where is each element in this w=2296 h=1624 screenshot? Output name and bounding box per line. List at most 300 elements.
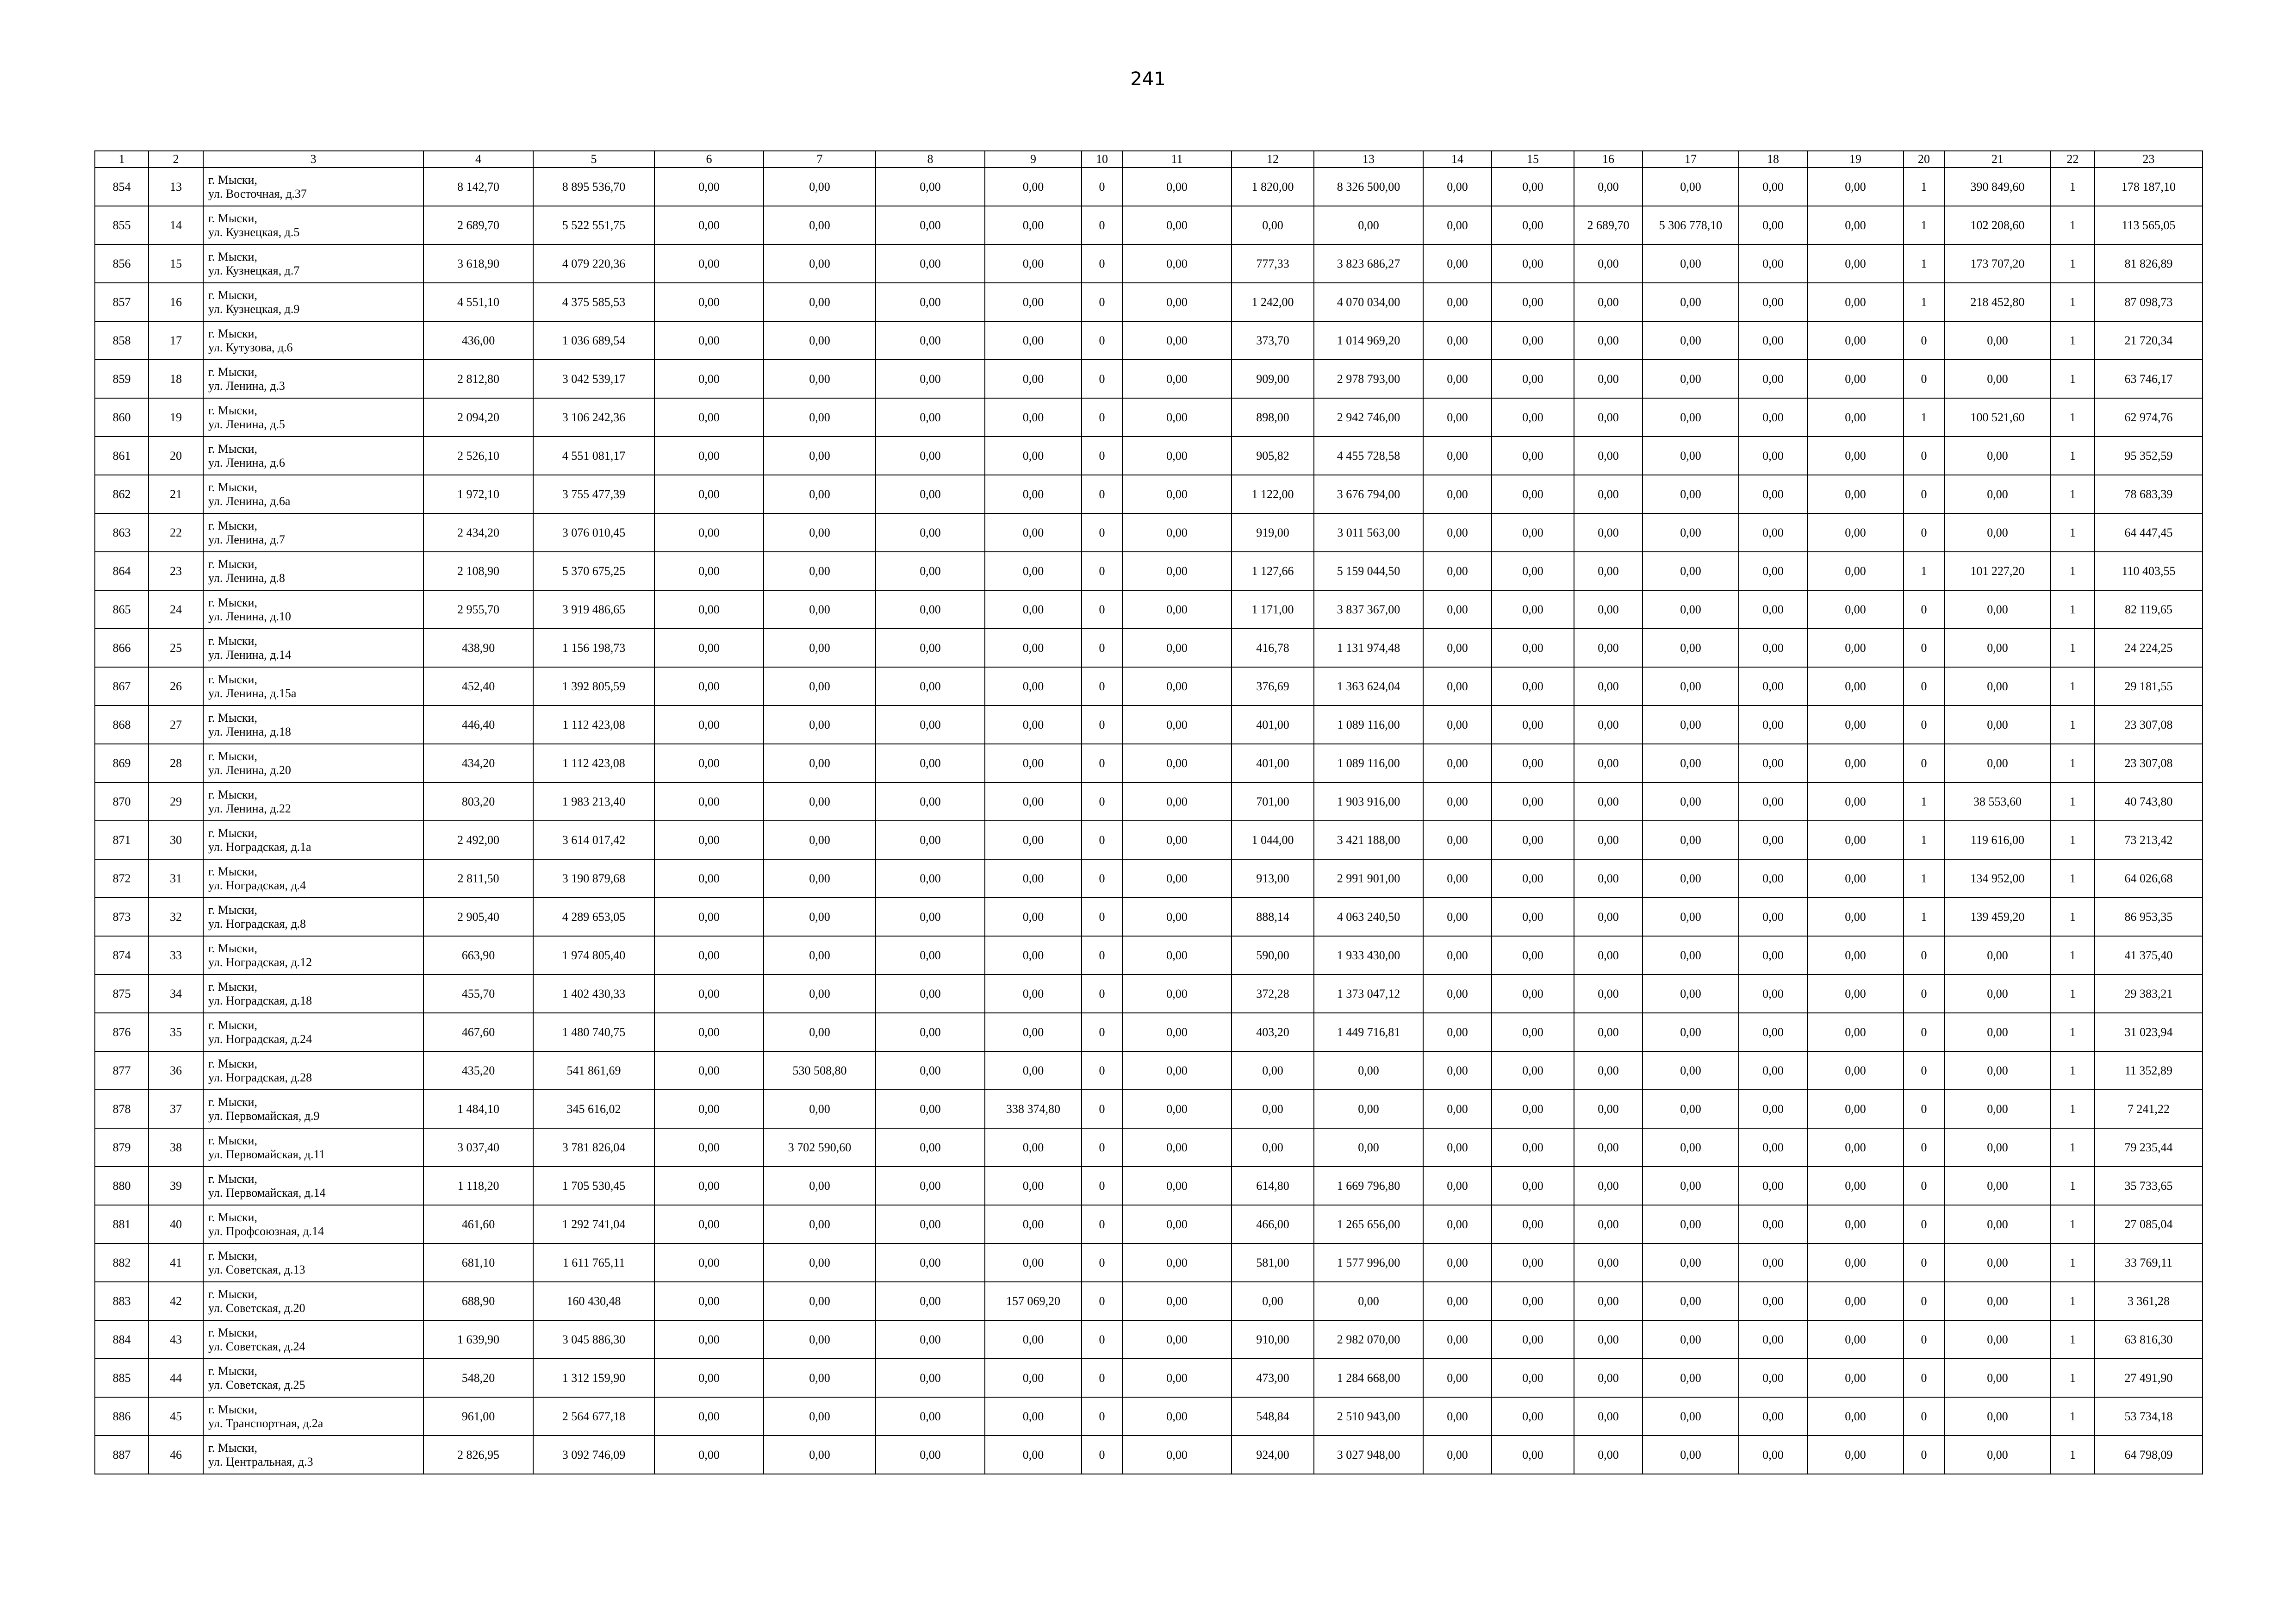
cell-col-1: 856	[95, 244, 149, 283]
address-city: г. Мыски,	[208, 787, 257, 801]
address-street: ул. Ленина, д.8	[208, 571, 285, 585]
cell-col-6: 0,00	[654, 590, 764, 629]
address-street: ул. Ленина, д.6а	[208, 494, 291, 508]
cell-col-11: 0,00	[1122, 590, 1232, 629]
cell-col-19: 0,00	[1807, 168, 1904, 206]
cell-col-16: 0,00	[1574, 1205, 1643, 1243]
address-street: ул. Восточная, д.37	[208, 187, 307, 200]
cell-col-16: 0,00	[1574, 1359, 1643, 1397]
cell-col-10: 0	[1082, 1051, 1122, 1090]
cell-col-17: 0,00	[1643, 590, 1739, 629]
cell-col-1: 880	[95, 1167, 149, 1205]
cell-col-11: 0,00	[1122, 1013, 1232, 1051]
cell-col-12: 0,00	[1232, 1090, 1314, 1128]
cell-col-18: 0,00	[1739, 321, 1807, 360]
cell-col-2: 46	[149, 1436, 203, 1474]
cell-col-16: 0,00	[1574, 244, 1643, 283]
cell-col-12: 701,00	[1232, 782, 1314, 821]
cell-col-20: 0	[1904, 475, 1944, 513]
cell-col-22: 1	[2051, 168, 2095, 206]
cell-col-21: 0,00	[1944, 667, 2051, 706]
cell-col-22: 1	[2051, 244, 2095, 283]
cell-col-1: 882	[95, 1243, 149, 1282]
cell-col-10: 0	[1082, 283, 1122, 321]
cell-col-22: 1	[2051, 898, 2095, 936]
cell-col-19: 0,00	[1807, 1282, 1904, 1320]
column-header: 9	[985, 151, 1082, 168]
cell-col-23: 86 953,35	[2095, 898, 2203, 936]
address-street: ул. Ленина, д.6	[208, 456, 285, 469]
cell-col-20: 0	[1904, 1243, 1944, 1282]
table-row	[95, 168, 2203, 206]
cell-col-15: 0,00	[1492, 1397, 1574, 1436]
cell-col-7: 0,00	[764, 206, 876, 244]
cell-col-19: 0,00	[1807, 1205, 1904, 1243]
column-header: 18	[1739, 151, 1807, 168]
cell-col-18: 0,00	[1739, 936, 1807, 974]
data-table	[94, 150, 2203, 1474]
cell-col-14: 0,00	[1423, 1243, 1492, 1282]
cell-col-23: 27 491,90	[2095, 1359, 2203, 1397]
address-cell	[203, 1436, 423, 1474]
cell-col-18: 0,00	[1739, 1243, 1807, 1282]
cell-col-1: 881	[95, 1205, 149, 1243]
cell-col-21: 390 849,60	[1944, 168, 2051, 206]
cell-col-1: 875	[95, 974, 149, 1013]
cell-col-12: 548,84	[1232, 1397, 1314, 1436]
cell-col-17: 0,00	[1643, 744, 1739, 782]
cell-col-22: 1	[2051, 974, 2095, 1013]
column-header: 20	[1904, 151, 1944, 168]
cell-col-9: 0,00	[985, 667, 1082, 706]
column-header: 11	[1122, 151, 1232, 168]
cell-col-11: 0,00	[1122, 321, 1232, 360]
cell-col-6: 0,00	[654, 321, 764, 360]
cell-col-7: 3 702 590,60	[764, 1128, 876, 1167]
cell-col-20: 0	[1904, 1128, 1944, 1167]
table-row	[95, 283, 2203, 321]
cell-col-2: 16	[149, 283, 203, 321]
cell-col-23: 31 023,94	[2095, 1013, 2203, 1051]
cell-col-2: 40	[149, 1205, 203, 1243]
cell-col-19: 0,00	[1807, 1359, 1904, 1397]
cell-col-19: 0,00	[1807, 1320, 1904, 1359]
cell-col-12: 0,00	[1232, 1051, 1314, 1090]
cell-col-1: 858	[95, 321, 149, 360]
cell-col-14: 0,00	[1423, 1167, 1492, 1205]
cell-col-9: 0,00	[985, 1397, 1082, 1436]
cell-col-7: 0,00	[764, 1013, 876, 1051]
cell-col-20: 0	[1904, 1436, 1944, 1474]
cell-col-17: 0,00	[1643, 1436, 1739, 1474]
cell-col-2: 27	[149, 706, 203, 744]
address-street: ул. Центральная, д.3	[208, 1455, 313, 1468]
cell-col-8: 0,00	[876, 283, 985, 321]
cell-col-21: 218 452,80	[1944, 283, 2051, 321]
table-row	[95, 1320, 2203, 1359]
cell-col-22: 1	[2051, 475, 2095, 513]
cell-col-14: 0,00	[1423, 744, 1492, 782]
cell-col-21: 0,00	[1944, 1282, 2051, 1320]
address-street: ул. Первомайская, д.9	[208, 1109, 320, 1123]
table-row	[95, 1359, 2203, 1397]
cell-col-5: 4 551 081,17	[533, 437, 654, 475]
cell-col-9: 0,00	[985, 974, 1082, 1013]
cell-col-8: 0,00	[876, 360, 985, 398]
cell-col-22: 1	[2051, 782, 2095, 821]
cell-col-7: 0,00	[764, 1243, 876, 1282]
address-street: ул. Ленина, д.20	[208, 763, 291, 777]
cell-col-11: 0,00	[1122, 475, 1232, 513]
cell-col-2: 30	[149, 821, 203, 859]
address-city: г. Мыски,	[208, 711, 257, 725]
address-cell	[203, 898, 423, 936]
cell-col-2: 17	[149, 321, 203, 360]
cell-col-17: 0,00	[1643, 706, 1739, 744]
cell-col-19: 0,00	[1807, 1090, 1904, 1128]
cell-col-20: 0	[1904, 1205, 1944, 1243]
cell-col-19: 0,00	[1807, 667, 1904, 706]
cell-col-13: 3 676 794,00	[1314, 475, 1423, 513]
address-street: ул. Кузнецкая, д.5	[208, 225, 300, 239]
address-cell	[203, 206, 423, 244]
address-city: г. Мыски,	[208, 903, 257, 917]
cell-col-22: 1	[2051, 206, 2095, 244]
cell-col-10: 0	[1082, 1320, 1122, 1359]
cell-col-11: 0,00	[1122, 1320, 1232, 1359]
cell-col-1: 874	[95, 936, 149, 974]
cell-col-14: 0,00	[1423, 974, 1492, 1013]
cell-col-12: 372,28	[1232, 974, 1314, 1013]
cell-col-7: 0,00	[764, 1320, 876, 1359]
cell-col-22: 1	[2051, 1436, 2095, 1474]
cell-col-7: 0,00	[764, 821, 876, 859]
cell-col-12: 1 044,00	[1232, 821, 1314, 859]
address-cell	[203, 590, 423, 629]
cell-col-21: 0,00	[1944, 1397, 2051, 1436]
cell-col-2: 22	[149, 513, 203, 552]
table-row	[95, 1051, 2203, 1090]
table-row	[95, 437, 2203, 475]
cell-col-12: 0,00	[1232, 1128, 1314, 1167]
cell-col-14: 0,00	[1423, 782, 1492, 821]
cell-col-13: 3 823 686,27	[1314, 244, 1423, 283]
cell-col-8: 0,00	[876, 1436, 985, 1474]
cell-col-15: 0,00	[1492, 1243, 1574, 1282]
cell-col-19: 0,00	[1807, 398, 1904, 437]
cell-col-15: 0,00	[1492, 629, 1574, 667]
cell-col-6: 0,00	[654, 360, 764, 398]
cell-col-21: 0,00	[1944, 513, 2051, 552]
cell-col-12: 905,82	[1232, 437, 1314, 475]
cell-col-6: 0,00	[654, 974, 764, 1013]
address-city: г. Мыски,	[208, 1133, 257, 1147]
cell-col-18: 0,00	[1739, 1013, 1807, 1051]
cell-col-20: 1	[1904, 821, 1944, 859]
cell-col-16: 0,00	[1574, 475, 1643, 513]
cell-col-23: 63 816,30	[2095, 1320, 2203, 1359]
address-street: ул. Ноградская, д.28	[208, 1070, 312, 1084]
cell-col-23: 64 447,45	[2095, 513, 2203, 552]
cell-col-15: 0,00	[1492, 437, 1574, 475]
address-city: г. Мыски,	[208, 403, 257, 417]
cell-col-12: 614,80	[1232, 1167, 1314, 1205]
cell-col-19: 0,00	[1807, 629, 1904, 667]
cell-col-11: 0,00	[1122, 360, 1232, 398]
cell-col-5: 3 781 826,04	[533, 1128, 654, 1167]
cell-col-19: 0,00	[1807, 974, 1904, 1013]
cell-col-10: 0	[1082, 1243, 1122, 1282]
table-row	[95, 744, 2203, 782]
cell-col-7: 0,00	[764, 475, 876, 513]
address-cell	[203, 744, 423, 782]
cell-col-18: 0,00	[1739, 360, 1807, 398]
cell-col-17: 0,00	[1643, 321, 1739, 360]
cell-col-6: 0,00	[654, 1243, 764, 1282]
cell-col-2: 36	[149, 1051, 203, 1090]
cell-col-13: 0,00	[1314, 206, 1423, 244]
cell-col-18: 0,00	[1739, 1282, 1807, 1320]
cell-col-10: 0	[1082, 321, 1122, 360]
cell-col-20: 0	[1904, 706, 1944, 744]
cell-col-5: 160 430,48	[533, 1282, 654, 1320]
cell-col-11: 0,00	[1122, 1436, 1232, 1474]
cell-col-11: 0,00	[1122, 667, 1232, 706]
cell-col-13: 3 011 563,00	[1314, 513, 1423, 552]
cell-col-7: 0,00	[764, 360, 876, 398]
cell-col-20: 0	[1904, 321, 1944, 360]
cell-col-20: 1	[1904, 244, 1944, 283]
cell-col-22: 1	[2051, 513, 2095, 552]
cell-col-13: 3 027 948,00	[1314, 1436, 1423, 1474]
cell-col-12: 910,00	[1232, 1320, 1314, 1359]
address-city: г. Мыски,	[208, 1287, 257, 1301]
cell-col-1: 886	[95, 1397, 149, 1436]
column-header: 23	[2095, 151, 2203, 168]
table-row	[95, 782, 2203, 821]
cell-col-17: 0,00	[1643, 821, 1739, 859]
cell-col-14: 0,00	[1423, 475, 1492, 513]
cell-col-6: 0,00	[654, 1397, 764, 1436]
cell-col-10: 0	[1082, 1359, 1122, 1397]
cell-col-19: 0,00	[1807, 321, 1904, 360]
address-city: г. Мыски,	[208, 1249, 257, 1262]
cell-col-4: 467,60	[423, 1013, 533, 1051]
cell-col-5: 3 042 539,17	[533, 360, 654, 398]
cell-col-4: 3 037,40	[423, 1128, 533, 1167]
cell-col-23: 178 187,10	[2095, 168, 2203, 206]
cell-col-8: 0,00	[876, 1090, 985, 1128]
cell-col-23: 87 098,73	[2095, 283, 2203, 321]
address-cell	[203, 1013, 423, 1051]
column-header: 13	[1314, 151, 1423, 168]
address-street: ул. Советская, д.25	[208, 1378, 305, 1392]
cell-col-14: 0,00	[1423, 244, 1492, 283]
cell-col-5: 5 522 551,75	[533, 206, 654, 244]
cell-col-6: 0,00	[654, 398, 764, 437]
cell-col-10: 0	[1082, 859, 1122, 898]
cell-col-22: 1	[2051, 667, 2095, 706]
cell-col-21: 173 707,20	[1944, 244, 2051, 283]
cell-col-6: 0,00	[654, 744, 764, 782]
cell-col-6: 0,00	[654, 1436, 764, 1474]
cell-col-12: 777,33	[1232, 244, 1314, 283]
cell-col-11: 0,00	[1122, 1243, 1232, 1282]
cell-col-16: 0,00	[1574, 1013, 1643, 1051]
cell-col-9: 0,00	[985, 898, 1082, 936]
cell-col-5: 5 370 675,25	[533, 552, 654, 590]
table-row	[95, 513, 2203, 552]
cell-col-12: 924,00	[1232, 1436, 1314, 1474]
table-body	[95, 168, 2203, 1474]
cell-col-9: 0,00	[985, 590, 1082, 629]
cell-col-23: 23 307,08	[2095, 744, 2203, 782]
cell-col-10: 0	[1082, 706, 1122, 744]
cell-col-10: 0	[1082, 206, 1122, 244]
cell-col-17: 0,00	[1643, 1090, 1739, 1128]
cell-col-10: 0	[1082, 1205, 1122, 1243]
cell-col-14: 0,00	[1423, 1051, 1492, 1090]
cell-col-2: 34	[149, 974, 203, 1013]
cell-col-14: 0,00	[1423, 590, 1492, 629]
table-row	[95, 321, 2203, 360]
table-row	[95, 1090, 2203, 1128]
cell-col-22: 1	[2051, 398, 2095, 437]
cell-col-11: 0,00	[1122, 398, 1232, 437]
cell-col-22: 1	[2051, 1320, 2095, 1359]
cell-col-21: 0,00	[1944, 360, 2051, 398]
cell-col-18: 0,00	[1739, 898, 1807, 936]
cell-col-13: 0,00	[1314, 1090, 1423, 1128]
cell-col-8: 0,00	[876, 1205, 985, 1243]
cell-col-18: 0,00	[1739, 244, 1807, 283]
table-row	[95, 821, 2203, 859]
cell-col-11: 0,00	[1122, 168, 1232, 206]
address-city: г. Мыски,	[208, 826, 257, 840]
cell-col-17: 0,00	[1643, 974, 1739, 1013]
cell-col-9: 0,00	[985, 706, 1082, 744]
cell-col-6: 0,00	[654, 1167, 764, 1205]
table-row	[95, 206, 2203, 244]
cell-col-11: 0,00	[1122, 513, 1232, 552]
cell-col-8: 0,00	[876, 398, 985, 437]
cell-col-6: 0,00	[654, 168, 764, 206]
address-city: г. Мыски,	[208, 672, 257, 686]
cell-col-5: 3 092 746,09	[533, 1436, 654, 1474]
cell-col-5: 8 895 536,70	[533, 168, 654, 206]
cell-col-7: 0,00	[764, 437, 876, 475]
cell-col-14: 0,00	[1423, 398, 1492, 437]
cell-col-6: 0,00	[654, 936, 764, 974]
table-row	[95, 1013, 2203, 1051]
cell-col-15: 0,00	[1492, 244, 1574, 283]
cell-col-1: 876	[95, 1013, 149, 1051]
address-cell	[203, 706, 423, 744]
cell-col-12: 0,00	[1232, 1282, 1314, 1320]
cell-col-21: 139 459,20	[1944, 898, 2051, 936]
cell-col-7: 0,00	[764, 859, 876, 898]
cell-col-12: 401,00	[1232, 744, 1314, 782]
cell-col-23: 62 974,76	[2095, 398, 2203, 437]
cell-col-1: 885	[95, 1359, 149, 1397]
cell-col-16: 0,00	[1574, 974, 1643, 1013]
cell-col-14: 0,00	[1423, 1013, 1492, 1051]
cell-col-4: 1 118,20	[423, 1167, 533, 1205]
cell-col-20: 0	[1904, 1013, 1944, 1051]
cell-col-2: 39	[149, 1167, 203, 1205]
cell-col-22: 1	[2051, 1128, 2095, 1167]
cell-col-12: 909,00	[1232, 360, 1314, 398]
cell-col-15: 0,00	[1492, 782, 1574, 821]
cell-col-16: 0,00	[1574, 1282, 1643, 1320]
cell-col-15: 0,00	[1492, 859, 1574, 898]
address-street: ул. Ноградская, д.24	[208, 1032, 312, 1046]
cell-col-4: 3 618,90	[423, 244, 533, 283]
address-cell	[203, 821, 423, 859]
cell-col-12: 581,00	[1232, 1243, 1314, 1282]
cell-col-17: 0,00	[1643, 398, 1739, 437]
cell-col-4: 435,20	[423, 1051, 533, 1090]
cell-col-2: 25	[149, 629, 203, 667]
cell-col-9: 0,00	[985, 513, 1082, 552]
cell-col-5: 1 611 765,11	[533, 1243, 654, 1282]
cell-col-2: 18	[149, 360, 203, 398]
address-city: г. Мыски,	[208, 1172, 257, 1186]
cell-col-22: 1	[2051, 1090, 2095, 1128]
cell-col-9: 0,00	[985, 1320, 1082, 1359]
cell-col-14: 0,00	[1423, 1205, 1492, 1243]
cell-col-10: 0	[1082, 398, 1122, 437]
cell-col-10: 0	[1082, 1167, 1122, 1205]
address-city: г. Мыски,	[208, 288, 257, 302]
cell-col-6: 0,00	[654, 1128, 764, 1167]
cell-col-5: 3 755 477,39	[533, 475, 654, 513]
cell-col-18: 0,00	[1739, 1397, 1807, 1436]
cell-col-2: 43	[149, 1320, 203, 1359]
address-street: ул. Советская, д.13	[208, 1262, 305, 1276]
header-row	[95, 151, 2203, 168]
cell-col-22: 1	[2051, 1205, 2095, 1243]
cell-col-20: 1	[1904, 552, 1944, 590]
cell-col-6: 0,00	[654, 1282, 764, 1320]
cell-col-14: 0,00	[1423, 936, 1492, 974]
cell-col-8: 0,00	[876, 667, 985, 706]
cell-col-4: 1 972,10	[423, 475, 533, 513]
cell-col-8: 0,00	[876, 706, 985, 744]
cell-col-4: 434,20	[423, 744, 533, 782]
cell-col-16: 0,00	[1574, 1320, 1643, 1359]
cell-col-4: 436,00	[423, 321, 533, 360]
cell-col-9: 0,00	[985, 475, 1082, 513]
cell-col-4: 438,90	[423, 629, 533, 667]
cell-col-10: 0	[1082, 1090, 1122, 1128]
cell-col-16: 0,00	[1574, 706, 1643, 744]
cell-col-17: 0,00	[1643, 936, 1739, 974]
cell-col-1: 878	[95, 1090, 149, 1128]
cell-col-21: 0,00	[1944, 744, 2051, 782]
cell-col-2: 14	[149, 206, 203, 244]
cell-col-2: 42	[149, 1282, 203, 1320]
cell-col-13: 0,00	[1314, 1051, 1423, 1090]
cell-col-10: 0	[1082, 360, 1122, 398]
cell-col-21: 38 553,60	[1944, 782, 2051, 821]
cell-col-1: 868	[95, 706, 149, 744]
cell-col-23: 35 733,65	[2095, 1167, 2203, 1205]
cell-col-16: 0,00	[1574, 360, 1643, 398]
cell-col-20: 0	[1904, 629, 1944, 667]
cell-col-7: 0,00	[764, 1359, 876, 1397]
cell-col-23: 64 026,68	[2095, 859, 2203, 898]
